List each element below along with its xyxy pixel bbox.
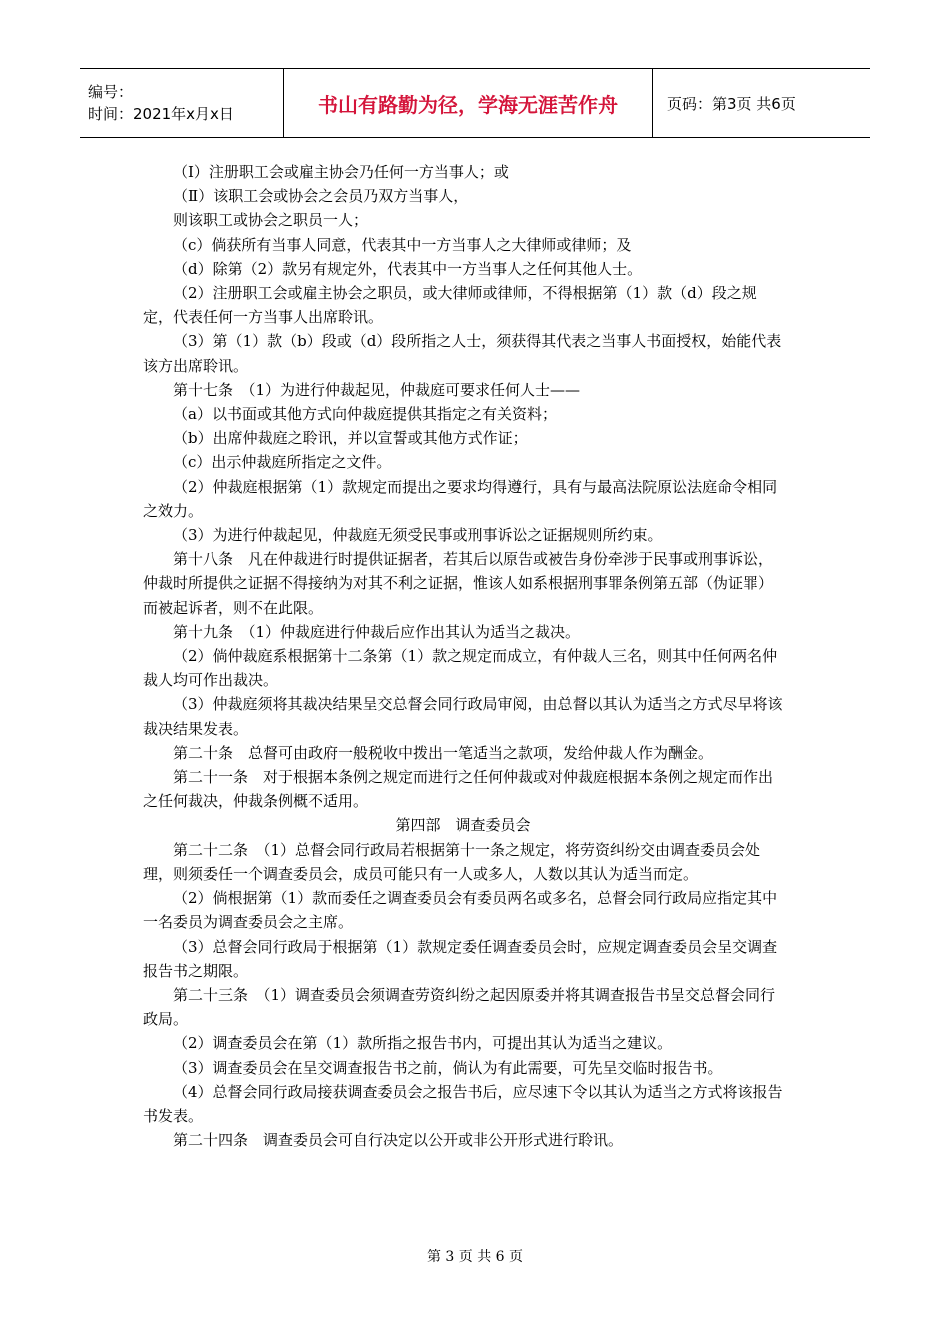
paragraph: 第十八条 凡在仲裁进行时提供证据者，若其后以原告或被告身份牵涉于民事或刑事诉讼，仲裁时所提供之证据不得接纳为对其不利之证据，惟该人如系根据刑事罪条例第五部（伪证罪）而被起诉者，则不在此限。 [143,550,774,617]
paragraph: （3）仲裁庭须将其裁决结果呈交总督会同行政局审阅，由总督以其认为适当之方式尽早将该裁决结果发表。 [143,695,783,738]
paragraph: 则该职工或协会之职员一人； [173,211,369,230]
paragraph: （3）第（1）款（b）段或（d）段所指之人士，须获得其代表之当事人书面授权，始能代表该方出席聆讯。 [143,332,782,375]
paragraph: （2）注册职工会或雇主协会之职员，或大律师或律师，不得根据第（1）款（d）段之规定，代表任何一方当事人出席聆讯。 [143,284,757,327]
paragraph: （d）除第（2）款另有规定外，代表其中一方当事人之任何其他人士。 [173,259,643,278]
paragraph: 第二十条 总督可由政府一般税收中拨出一笔适当之款项，发给仲裁人作为酬金。 [173,743,714,762]
paragraph: （2）仲裁庭根据第（1）款规定而提出之要求均得遵行，具有与最高法院原讼法庭命令相同之效力。 [143,477,778,520]
paragraph: （Ⅱ）该职工会或协会之会员乃双方当事人， [173,187,469,206]
paragraph: 第二十四条 调查委员会可自行决定以公开或非公开形式进行聆讯。 [173,1131,624,1150]
paragraph: （4）总督会同行政局接获调查委员会之报告书后，应尽速下令以其认为适当之方式将该报告书发表。 [143,1082,783,1125]
paragraph: 第二十一条 对于根据本条例之规定而进行之任何仲裁或对仲裁庭根据本条例之规定而作出之任何裁决，仲裁条例概不适用。 [143,768,774,811]
paragraph: 第十七条 （1）为进行仲裁起见，仲裁庭可要求任何人士—— [173,380,581,399]
paragraph: （2）倘根据第（1）款而委任之调查委员会有委员两名或多名，总督会同行政局应指定其中一名委员为调查委员会之主席。 [143,889,778,932]
paragraph: 第十九条 （1）仲裁庭进行仲裁后应作出其认为适当之裁决。 [173,622,581,641]
page-header [80,68,870,138]
doc-number-label: 编号： [88,83,134,101]
paragraph: （c）倘获所有当事人同意，代表其中一方当事人之大律师或律师；及 [173,235,632,254]
doc-date-label: 时间：2021年x月x日 [88,105,234,123]
header-meta [80,69,283,137]
paragraph: （3）总督会同行政局于根据第（1）款规定委任调查委员会时，应规定调查委员会呈交调查报告书之期限。 [143,937,778,980]
header-page-label: 页码：第3页 共6页 [667,94,796,113]
paragraph: （c）出示仲裁庭所指定之文件。 [173,453,392,472]
section-heading: 第四部 调查委员会 [395,816,531,835]
paragraph: （Ⅰ）注册职工会或雇主协会乃任何一方当事人；或 [173,163,509,181]
paragraph: （2）调查委员会在第（1）款所指之报告书内，可提出其认为适当之建议。 [173,1034,673,1053]
paragraph: 第二十三条 （1）调查委员会须调查劳资纠纷之起因原委并将其调查报告书呈交总督会同行政局。 [143,985,776,1029]
paragraph: （a）以书面或其他方式向仲裁庭提供其指定之有关资料； [173,405,557,424]
paragraph: 第二十二条 （1）总督会同行政局若根据第十一条之规定，将劳资纠纷交由调查委员会处理，则须委任一个调查委员会，成员可能只有一人或多人，人数以其认为适当而定。 [143,840,761,883]
paragraph: （b）出席仲裁庭之聆讯，并以宣誓或其他方式作证； [173,429,528,448]
paragraph: （2）倘仲裁庭系根据第十二条第（1）款之规定而成立，有仲裁人三名，则其中任何两名仲裁人均可作出裁决。 [143,647,778,690]
header-motto: 书山有路勤为径，学海无涯苦作舟 [283,69,653,137]
paragraph: （3）调查委员会在呈交调查报告书之前，倘认为有此需要，可先呈交临时报告书。 [173,1058,723,1077]
page-footer: 第 3 页 共 6 页 [426,1249,524,1265]
document-body [143,160,783,1152]
paragraph: （3）为进行仲裁起见，仲裁庭无须受民事或刑事诉讼之证据规则所约束。 [173,526,663,545]
